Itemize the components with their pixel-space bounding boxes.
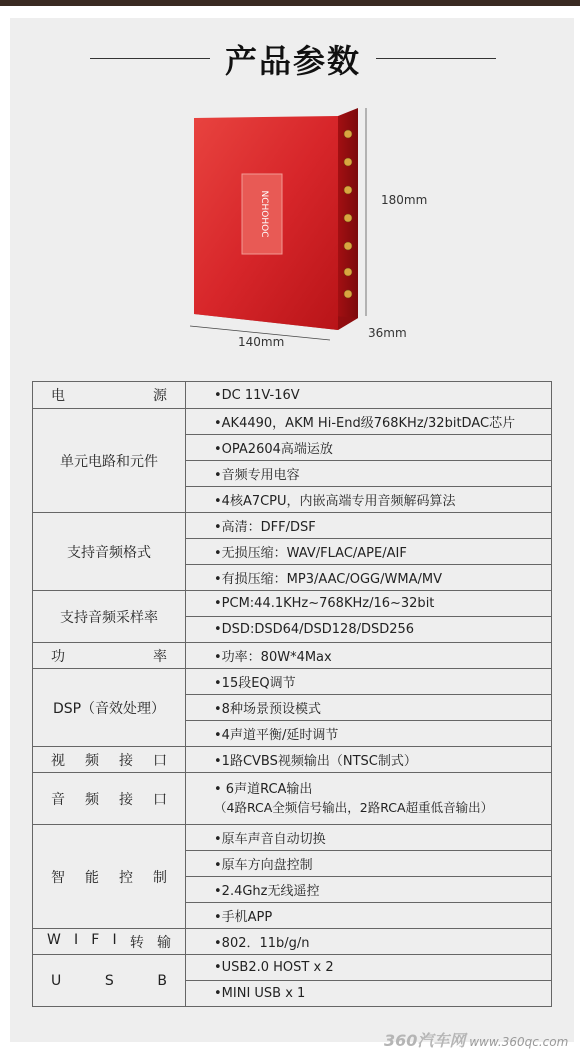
product-image — [180, 104, 380, 344]
row-value: •4声道平衡/延时调节 — [186, 721, 552, 747]
row-value: •原车方向盘控制 — [186, 851, 552, 877]
row-value: •15段EQ调节 — [186, 669, 552, 695]
row-value: •2.4Ghz无线遥控 — [186, 877, 552, 903]
row-label: 电 源 — [33, 382, 186, 409]
title-divider-left — [90, 58, 210, 59]
row-label: 视 频 接 口 — [33, 747, 186, 773]
brand-logo-text: NCHOHOC — [259, 190, 269, 238]
table-row — [33, 825, 552, 851]
title-divider-right — [376, 58, 496, 59]
row-label: 音 频 接 口 — [33, 773, 186, 825]
table-row — [33, 955, 552, 981]
row-value — [186, 773, 552, 825]
depth-dimension: 36mm — [368, 326, 407, 340]
watermark — [384, 1028, 568, 1051]
row-value: •音频专用电容 — [186, 461, 552, 487]
row-label: 单元电路和元件 — [33, 409, 186, 513]
row-value: •功率：80W*4Max — [186, 643, 552, 669]
table-row — [33, 643, 552, 669]
table-row — [33, 513, 552, 539]
row-label: U S B — [33, 955, 186, 1007]
watermark-logo: 360汽车网 — [384, 1031, 466, 1050]
row-value: •1路CVBS视频输出（NTSC制式） — [186, 747, 552, 773]
row-value: •AK4490，AKM Hi-End级768KHz/32bitDAC芯片 — [186, 409, 552, 435]
table-row — [33, 591, 552, 617]
table-row — [33, 669, 552, 695]
audio-line-2: （4路RCA全频信号输出，2路RCA超重低音输出） — [214, 799, 494, 815]
row-label: 支持音频采样率 — [33, 591, 186, 643]
row-label: 支持音频格式 — [33, 513, 186, 591]
row-value: •MINI USB x 1 — [186, 981, 552, 1007]
width-dimension: 140mm — [238, 335, 285, 349]
table-row — [33, 773, 552, 825]
row-value: •无损压缩：WAV/FLAC/APE/AIF — [186, 539, 552, 565]
row-label: W I F I 转 输 — [33, 929, 186, 955]
row-value: •有损压缩：MP3/AAC/OGG/WMA/MV — [186, 565, 552, 591]
row-value: •8种场景预设模式 — [186, 695, 552, 721]
page-title: 产品参数 — [224, 42, 361, 80]
row-label: 功 率 — [33, 643, 186, 669]
row-value: •802．11b/g/n — [186, 929, 552, 955]
table-row — [33, 747, 552, 773]
row-label: 智 能 控 制 — [33, 825, 186, 929]
spec-table — [32, 381, 552, 1007]
row-value: •DC 11V-16V — [186, 382, 552, 409]
row-value: •DSD:DSD64/DSD128/DSD256 — [186, 617, 552, 643]
table-row — [33, 382, 552, 409]
table-row — [33, 409, 552, 435]
row-value: •OPA2604高端运放 — [186, 435, 552, 461]
table-row — [33, 929, 552, 955]
height-dimension: 180mm — [381, 193, 428, 207]
row-value: •PCM:44.1KHz~768KHz/16~32bit — [186, 591, 552, 617]
top-strip — [0, 0, 580, 6]
row-value: •高清：DFF/DSF — [186, 513, 552, 539]
watermark-url: www.360qc.com — [469, 1035, 569, 1049]
row-value: •手机APP — [186, 903, 552, 929]
row-label: DSP（音效处理） — [33, 669, 186, 747]
audio-line-1: • 6声道RCA输出 — [214, 781, 313, 797]
row-value: •USB2.0 HOST x 2 — [186, 955, 552, 981]
row-value: •4核A7CPU，内嵌高端专用音频解码算法 — [186, 487, 552, 513]
title-row — [0, 36, 580, 80]
row-value: •原车声音自动切换 — [186, 825, 552, 851]
